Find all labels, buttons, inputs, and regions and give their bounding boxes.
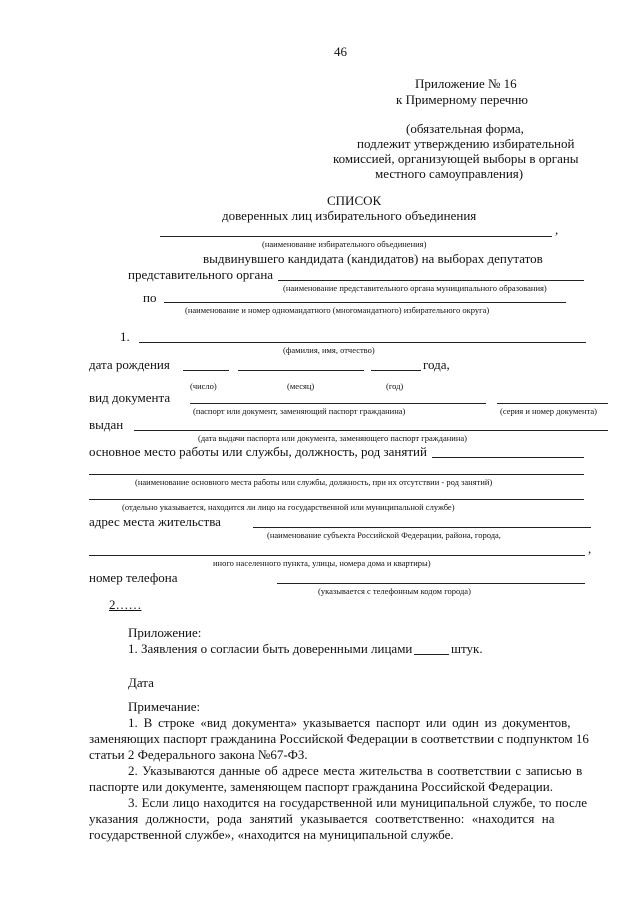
caption-year: (год) <box>386 381 404 391</box>
caption-association: (наименование избирательного объединения) <box>262 239 427 249</box>
mandatory-note-line: подлежит утверждению избирательной <box>357 136 575 151</box>
fio-field[interactable] <box>139 342 586 343</box>
address-comma: , <box>588 541 592 556</box>
doc-label: вид документа <box>89 390 171 405</box>
birth-day-field[interactable] <box>183 370 229 371</box>
rep-body-field[interactable] <box>278 280 584 281</box>
page-number: 46 <box>334 44 347 59</box>
nominated-text: выдвинувшего кандидата (кандидатов) на выборах депутатов <box>203 251 543 266</box>
caption-rep-body: (наименование представительного органа муниципального образования) <box>283 283 547 293</box>
work-field-inline[interactable] <box>432 457 584 458</box>
association-comma: , <box>555 222 559 237</box>
district-field[interactable] <box>164 302 566 303</box>
birth-label: дата рождения <box>89 357 170 372</box>
note-3-line-1: 3. Если лицо находится на государственной или муниципальной службе, то после <box>128 795 588 810</box>
birth-month-field[interactable] <box>238 370 364 371</box>
doc-type-field[interactable] <box>190 403 486 404</box>
issued-label: выдан <box>89 417 124 432</box>
date-label: Дата <box>128 675 154 690</box>
document-title: СПИСОК <box>327 193 382 208</box>
po-label: по <box>143 290 157 305</box>
caption-issue: (дата выдачи паспорта или документа, заменяющего паспорт гражданина) <box>198 433 467 443</box>
caption-gov: (отдельно указывается, находится ли лицо на государственной или муниципальной службе) <box>122 502 455 512</box>
note-3-line-2: указания должности, рода занятий указывается соответственно: «находится на <box>89 811 555 826</box>
caption-fio: (фамилия, имя, отчество) <box>283 345 375 355</box>
issued-field[interactable] <box>134 430 608 431</box>
address-field-2[interactable] <box>89 555 585 556</box>
appendix-title: Приложение № 16 <box>415 76 517 91</box>
attachment-item-prefix: 1. Заявления о согласии быть доверенными лицами <box>128 641 413 656</box>
address-field[interactable] <box>253 527 591 528</box>
attachment-item-suffix: штук. <box>451 641 483 656</box>
caption-doc: (паспорт или документ, заменяющий паспорт гражданина) <box>193 406 406 416</box>
caption-district: (наименование и номер одномандатного (многомандатного) избирательного округа) <box>185 305 490 315</box>
note-1-line-1: 1. В строке «вид документа» указывается паспорт или один из документов, <box>128 715 571 730</box>
attachment-label: Приложение: <box>128 625 202 640</box>
rep-body-label: представительного органа <box>128 267 274 282</box>
note-1-line-3: статьи 2 Федерального закона №67-ФЗ. <box>89 747 308 762</box>
note-2-line-1: 2. Указываются данные об адресе места жительства в соответствии с записью в <box>128 763 583 778</box>
note-3-line-3: государственной службе», «находится на муниципальной службе. <box>89 827 454 842</box>
mandatory-note-line: местного самоуправления) <box>375 166 524 181</box>
phone-label: номер телефона <box>89 570 178 585</box>
work-field[interactable] <box>89 474 584 475</box>
work-label: основное место работы или службы, должность, род занятий <box>89 444 427 459</box>
appendix-subtitle: к Примерному перечню <box>396 92 528 107</box>
doc-series-field[interactable] <box>497 403 608 404</box>
caption-subject: (наименование субъекта Российской Федерации, района, города, <box>267 530 501 540</box>
birth-year-field[interactable] <box>371 370 421 371</box>
note-2-line-2: паспорте или документе, заменяющем паспорт гражданина Российской Федерации. <box>89 779 553 794</box>
notes-label: Примечание: <box>128 699 201 714</box>
document-subtitle: доверенных лиц избирательного объединения <box>222 208 477 223</box>
note-1-line-2: заменяющих паспорт гражданина Российской Федерации в соответствии с подпунктом 16 <box>89 731 589 746</box>
caption-settlement: иного населенного пункта, улицы, номера дома и квартиры) <box>213 558 431 568</box>
mandatory-note-line: комиссией, организующей выборы в органы <box>333 151 579 166</box>
association-name-field[interactable] <box>160 236 552 237</box>
caption-series: (серия и номер документа) <box>500 406 597 416</box>
caption-day: (число) <box>190 381 217 391</box>
gov-service-field[interactable] <box>89 499 584 500</box>
item-number: 1. <box>120 329 130 344</box>
caption-month: (месяц) <box>287 381 315 391</box>
item-2: 2…… <box>109 597 142 612</box>
attachment-count-field[interactable] <box>414 654 449 655</box>
caption-phone: (указывается с телефонным кодом города) <box>318 586 471 596</box>
address-label: адрес места жительства <box>89 514 221 529</box>
caption-work: (наименование основного места работы или службы, должность, при их отсутствии - род занятий) <box>135 477 493 487</box>
year-suffix: года, <box>423 357 450 372</box>
mandatory-note-line: (обязательная форма, <box>406 121 524 136</box>
phone-field[interactable] <box>277 583 585 584</box>
